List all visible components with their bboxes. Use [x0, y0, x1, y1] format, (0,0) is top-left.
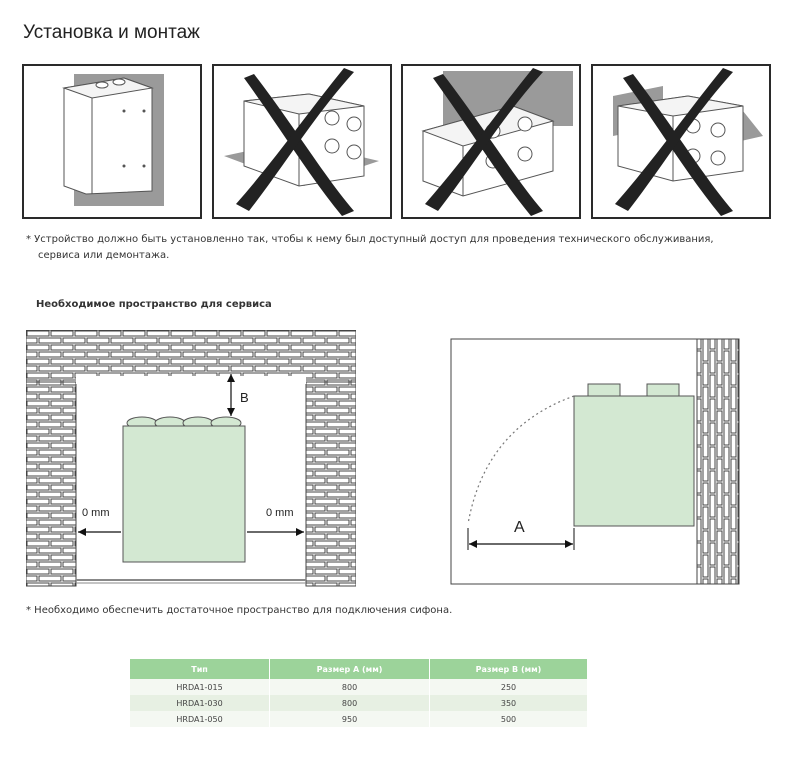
side-service-diagram: [450, 338, 740, 586]
cell-size-a: 800: [270, 695, 430, 711]
service-space-heading: Необходимое пространство для сервиса: [36, 299, 272, 310]
page-title: Установка и монтаж: [23, 22, 200, 43]
header-size-b: Размер В (мм): [430, 659, 588, 679]
cell-type: HRDA1-015: [130, 679, 270, 695]
cell-type: HRDA1-030: [130, 695, 270, 711]
dimension-b-label: B: [240, 390, 249, 405]
cell-size-b: 500: [430, 711, 588, 727]
install-note: * Устройство должно быть установленно так, чтобы к нему был доступный доступ для проведения технического обслуживания,: [26, 234, 714, 245]
unit-side: [574, 396, 694, 526]
table-row: [130, 695, 588, 711]
brick-wall-left: [26, 382, 76, 586]
cell-size-a: 800: [270, 679, 430, 695]
cell-size-a: 950: [270, 711, 430, 727]
left-clearance-label: 0 mm: [82, 507, 110, 519]
cell-size-b: 350: [430, 695, 588, 711]
size-table: [130, 659, 588, 727]
front-service-diagram: [26, 330, 356, 588]
table-header-row: [130, 659, 588, 679]
cell-type: HRDA1-050: [130, 711, 270, 727]
mounting-wrong-illustration-3: [591, 64, 771, 219]
brick-wall-right: [306, 382, 356, 586]
dimension-a-label: A: [514, 519, 525, 536]
cell-size-b: 250: [430, 679, 588, 695]
header-size-a: Размер А (мм): [270, 659, 430, 679]
table-row: [130, 711, 588, 727]
header-type: Тип: [130, 659, 270, 679]
brick-wall-side: [697, 339, 739, 584]
install-note-continued: сервиса или демонтажа.: [38, 250, 170, 261]
right-clearance-label: 0 mm: [266, 507, 294, 519]
table-row: [130, 679, 588, 695]
mounting-wrong-illustration-2: [401, 64, 581, 219]
mounting-correct-illustration: [22, 64, 202, 219]
mounting-wrong-illustration-1: [212, 64, 392, 219]
siphon-note: * Необходимо обеспечить достаточное пространство для подключения сифона.: [26, 605, 453, 616]
brick-wall-top: [26, 330, 356, 382]
unit-front: [123, 426, 245, 562]
